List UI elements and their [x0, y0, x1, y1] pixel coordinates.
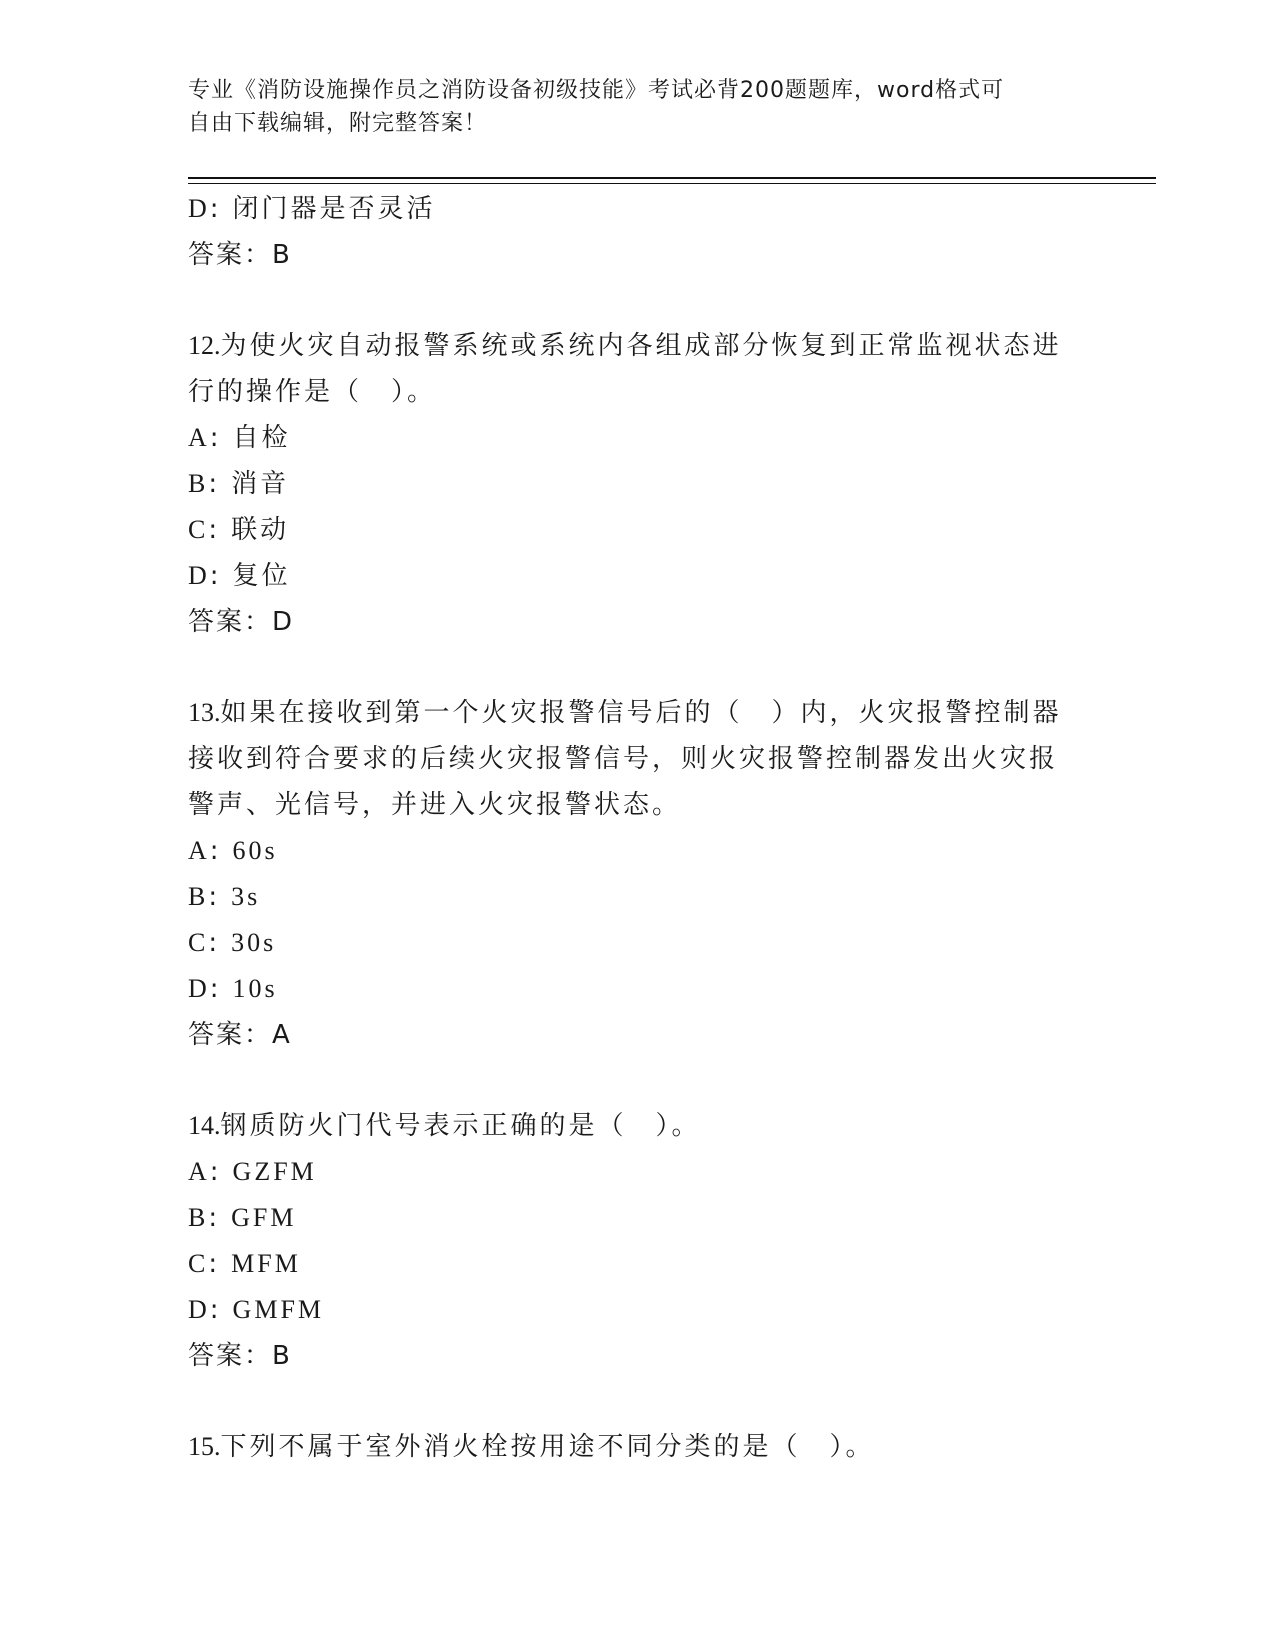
option-label: A	[188, 423, 210, 452]
option-text: 消音	[231, 469, 290, 498]
document-body	[188, 186, 1088, 1470]
document-header	[188, 74, 1068, 140]
option-label: C	[188, 515, 209, 544]
question-text-line: 如果在接收到第一个火灾报警信号后的（ ）内，火灾报警控制器	[220, 698, 1062, 728]
option-text: 3s	[231, 882, 261, 911]
prev-option-d	[188, 186, 1088, 232]
question-text-line: 行的操作是（ ）。	[188, 377, 437, 407]
option-text: 30s	[231, 928, 277, 957]
question-12	[188, 323, 1078, 415]
q12-option-d	[188, 553, 1088, 599]
option-label: B	[188, 882, 209, 911]
option-text: 闭门器是否灵活	[232, 194, 436, 223]
question-text-line: 为使火灾自动报警系统或系统内各组成部分恢复到正常监视状态进	[220, 331, 1062, 361]
option-label: C	[188, 1249, 209, 1278]
question-text-line: 警声、光信号，并进入火灾报警状态。	[188, 790, 682, 820]
option-text: 10s	[232, 974, 278, 1003]
q14-answer: 答案：B	[188, 1341, 292, 1371]
header-line-1: 专业《消防设施操作员之消防设备初级技能》考试必背200题题库，word格式可	[188, 78, 1005, 103]
option-separator: :	[209, 194, 219, 224]
question-text-line: 钢质防火门代号表示正确的是（ ）。	[220, 1111, 701, 1141]
option-separator: :	[208, 515, 218, 545]
prev-answer: 答案：B	[188, 240, 292, 270]
option-label: D	[188, 974, 210, 1003]
question-number: 15.	[188, 1432, 221, 1461]
question-text-line: 下列不属于室外消火栓按用途不同分类的是（ ）。	[220, 1432, 875, 1462]
option-label: A	[188, 836, 210, 865]
question-14	[188, 1103, 1078, 1149]
q14-option-b	[188, 1195, 1088, 1241]
option-label: B	[188, 469, 209, 498]
question-number: 13.	[188, 698, 221, 727]
q12-option-c	[188, 507, 1088, 553]
option-text: GMFM	[232, 1295, 325, 1324]
option-label: B	[188, 1203, 209, 1232]
option-label: C	[188, 928, 209, 957]
option-separator: :	[209, 561, 219, 591]
question-15	[188, 1424, 1078, 1470]
option-separator: :	[209, 423, 219, 453]
option-text: GFM	[231, 1203, 297, 1232]
question-text-line: 接收到符合要求的后续火灾报警信号，则火灾报警控制器发出火灾报	[188, 744, 1059, 774]
option-label: D	[188, 194, 210, 223]
q13-option-c	[188, 920, 1088, 966]
question-number: 12.	[188, 331, 221, 360]
option-label: A	[188, 1157, 210, 1186]
option-separator: :	[209, 1157, 219, 1187]
q12-option-b	[188, 461, 1088, 507]
option-separator: :	[209, 836, 219, 866]
q13-option-b	[188, 874, 1088, 920]
option-separator: :	[208, 469, 218, 499]
option-separator: :	[208, 882, 218, 912]
option-text: 复位	[232, 561, 291, 590]
header-rule-thick	[188, 177, 1156, 179]
question-13	[188, 690, 1078, 828]
option-label: D	[188, 1295, 210, 1324]
header-line-2: 自由下载编辑，附完整答案！	[188, 111, 488, 136]
option-separator: :	[208, 928, 218, 958]
option-text: GZFM	[232, 1157, 317, 1186]
option-text: MFM	[231, 1249, 301, 1278]
header-rule-thin	[188, 183, 1156, 184]
option-text: 自检	[232, 423, 291, 452]
option-separator: :	[208, 1203, 218, 1233]
option-label: D	[188, 561, 210, 590]
q12-option-a	[188, 415, 1088, 461]
q12-answer: 答案：D	[188, 607, 295, 637]
q13-option-a	[188, 828, 1088, 874]
question-number: 14.	[188, 1111, 221, 1140]
option-separator: :	[209, 1295, 219, 1325]
q13-option-d	[188, 966, 1088, 1012]
option-text: 60s	[232, 836, 278, 865]
option-text: 联动	[231, 515, 290, 544]
option-separator: :	[209, 974, 219, 1004]
q14-option-d	[188, 1287, 1088, 1333]
q14-option-a	[188, 1149, 1088, 1195]
q14-option-c	[188, 1241, 1088, 1287]
q13-answer: 答案：A	[188, 1020, 292, 1050]
option-separator: :	[208, 1249, 218, 1279]
